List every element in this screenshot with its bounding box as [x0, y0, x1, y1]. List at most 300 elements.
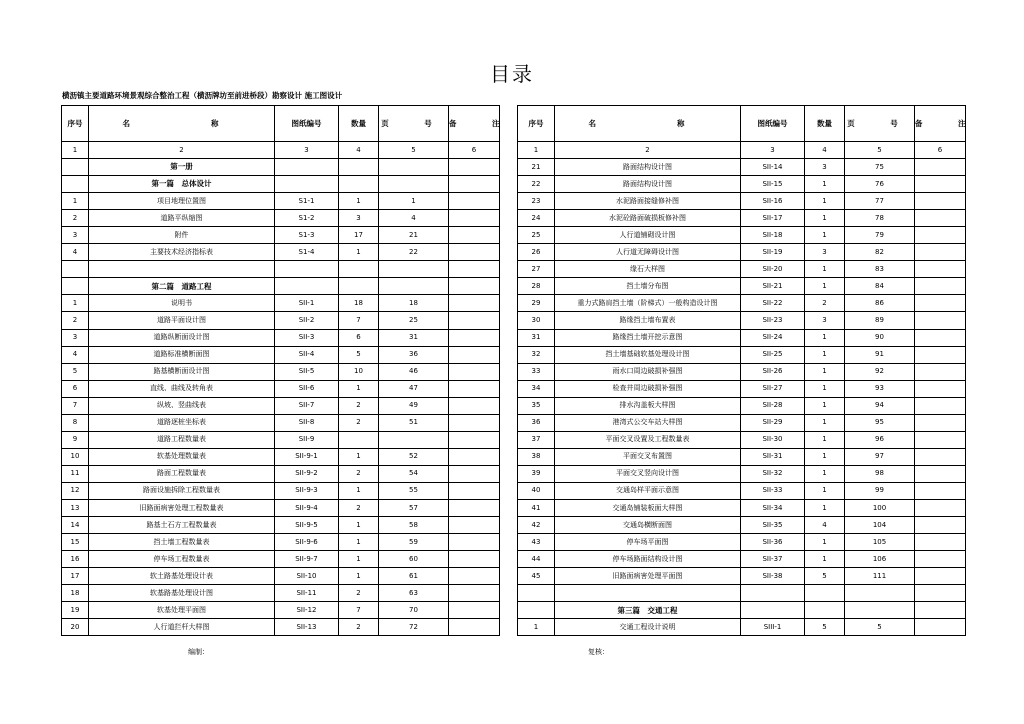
cell-code: SII-19 — [741, 244, 805, 261]
cell-code: SII-36 — [741, 534, 805, 551]
cell-code: SII-33 — [741, 482, 805, 499]
cell-page: 91 — [845, 346, 915, 363]
cell-page: 72 — [379, 619, 449, 636]
cell-page: 95 — [845, 414, 915, 431]
cell-qty: 1 — [805, 397, 845, 414]
table-row — [518, 448, 966, 465]
cell-page — [379, 159, 449, 176]
cell-qty — [339, 431, 379, 448]
cell-qty: 2 — [339, 465, 379, 482]
table-row — [518, 585, 966, 602]
cell-seq: 32 — [518, 346, 555, 363]
cell-code: SII-28 — [741, 397, 805, 414]
cell-page: 21 — [379, 227, 449, 244]
cell-code: SII-13 — [275, 619, 339, 636]
cell-note — [449, 193, 500, 210]
cell-seq: 22 — [518, 176, 555, 193]
cell-name: 2 — [555, 142, 741, 159]
cell-seq: 35 — [518, 397, 555, 414]
table-row — [62, 244, 500, 261]
cell-qty — [805, 602, 845, 619]
cell-qty: 1 — [805, 329, 845, 346]
cell-seq: 7 — [62, 397, 89, 414]
cell-note — [449, 397, 500, 414]
table-row — [62, 602, 500, 619]
header-qty: 数量 — [805, 106, 845, 142]
cell-seq: 37 — [518, 431, 555, 448]
cell-code: SII-20 — [741, 261, 805, 278]
cell-name: 人行道无障碍设计图 — [555, 244, 741, 261]
cell-name: 说明书 — [89, 295, 275, 312]
cell-page: 79 — [845, 227, 915, 244]
cell-qty: 3 — [339, 210, 379, 227]
header-page: 页 号 — [845, 106, 915, 142]
cell-qty: 1 — [339, 193, 379, 210]
cell-qty: 2 — [339, 414, 379, 431]
cell-seq: 36 — [518, 414, 555, 431]
table-row — [62, 210, 500, 227]
cell-page: 49 — [379, 397, 449, 414]
cell-page: 47 — [379, 380, 449, 397]
cell-seq: 34 — [518, 380, 555, 397]
cell-qty: 6 — [339, 329, 379, 346]
cell-code: SII-3 — [275, 329, 339, 346]
cell-page: 57 — [379, 499, 449, 516]
cell-qty: 7 — [339, 602, 379, 619]
cell-name: 路缘挡土墙开挖示意图 — [555, 329, 741, 346]
cell-name: 排水沟盖板大样图 — [555, 397, 741, 414]
cell-name: 人行道铺砌设计图 — [555, 227, 741, 244]
cell-note — [915, 312, 966, 329]
cell-qty: 1 — [805, 380, 845, 397]
cell-name: 路缘挡土墙布置表 — [555, 312, 741, 329]
cell-qty: 1 — [339, 448, 379, 465]
table-row — [62, 159, 500, 176]
cell-seq: 3 — [62, 329, 89, 346]
cell-code: S1-1 — [275, 193, 339, 210]
cell-name: 路基土石方工程数量表 — [89, 517, 275, 534]
cell-note — [449, 448, 500, 465]
cell-note — [449, 585, 500, 602]
cell-page: 75 — [845, 159, 915, 176]
cell-note — [449, 465, 500, 482]
cell-qty: 1 — [805, 193, 845, 210]
cell-note — [449, 210, 500, 227]
table-row — [62, 619, 500, 636]
header-note: 备 注 — [915, 106, 966, 142]
cell-note: 6 — [915, 142, 966, 159]
cell-seq: 30 — [518, 312, 555, 329]
cell-code: SII-9-2 — [275, 465, 339, 482]
cell-seq: 1 — [62, 193, 89, 210]
cell-code: SII-11 — [275, 585, 339, 602]
cell-name: 直线、曲线及转角表 — [89, 380, 275, 397]
cell-qty: 4 — [805, 142, 845, 159]
cell-page: 93 — [845, 380, 915, 397]
table-row — [62, 261, 500, 278]
cell-seq — [62, 159, 89, 176]
cell-name: 挡土墙基础软基处理设计图 — [555, 346, 741, 363]
table-row — [62, 414, 500, 431]
cell-seq: 5 — [62, 363, 89, 380]
cell-code — [275, 176, 339, 193]
cell-page — [379, 278, 449, 295]
cell-note — [915, 568, 966, 585]
cell-code: SII-18 — [741, 227, 805, 244]
header-note: 备 注 — [449, 106, 500, 142]
cell-name: 平面交叉设置及工程数量表 — [555, 431, 741, 448]
cell-qty: 2 — [339, 397, 379, 414]
cell-seq: 1 — [62, 142, 89, 159]
cell-note — [449, 414, 500, 431]
cell-page: 4 — [379, 210, 449, 227]
cell-page: 90 — [845, 329, 915, 346]
cell-code: SII-37 — [741, 551, 805, 568]
cell-name: 旧路面病害处理平面图 — [555, 568, 741, 585]
cell-note — [915, 551, 966, 568]
cell-name: 路基横断面设计图 — [89, 363, 275, 380]
cell-name: 道路标准横断面图 — [89, 346, 275, 363]
cell-name: 道路纵断面设计图 — [89, 329, 275, 346]
cell-code: SII-2 — [275, 312, 339, 329]
cell-code: SII-6 — [275, 380, 339, 397]
cell-note — [915, 448, 966, 465]
cell-seq: 1 — [518, 142, 555, 159]
cell-note — [915, 346, 966, 363]
cell-note — [449, 619, 500, 636]
cell-seq: 28 — [518, 278, 555, 295]
cell-code: 3 — [741, 142, 805, 159]
table-row — [518, 346, 966, 363]
cell-seq: 11 — [62, 465, 89, 482]
cell-name: 停车场路面结构设计图 — [555, 551, 741, 568]
cell-note — [449, 346, 500, 363]
cell-note — [449, 159, 500, 176]
cell-seq: 24 — [518, 210, 555, 227]
cell-page: 46 — [379, 363, 449, 380]
page-title: 目录 — [490, 62, 534, 86]
cell-name: 港湾式公交车站大样图 — [555, 414, 741, 431]
cell-qty: 1 — [805, 414, 845, 431]
cell-note — [915, 159, 966, 176]
cell-name: 检查井周边破损补强图 — [555, 380, 741, 397]
table-row — [518, 517, 966, 534]
project-subtitle: 横沥镇主要道路环境景观综合整治工程（横沥牌坊至前进桥段）勘察设计 施工图设计 — [62, 91, 343, 100]
cell-page: 104 — [845, 517, 915, 534]
cell-note — [449, 244, 500, 261]
cell-code: SII-5 — [275, 363, 339, 380]
cell-seq: 21 — [518, 159, 555, 176]
cell-code: SII-9-3 — [275, 482, 339, 499]
cell-seq: 33 — [518, 363, 555, 380]
cell-note — [915, 210, 966, 227]
cell-qty: 1 — [339, 482, 379, 499]
cell-qty: 18 — [339, 295, 379, 312]
cell-name: 停车场平面图 — [555, 534, 741, 551]
cell-name: 交通工程设计说明 — [555, 619, 741, 636]
table-row — [62, 431, 500, 448]
table-row — [62, 363, 500, 380]
cell-qty: 17 — [339, 227, 379, 244]
cell-code — [741, 585, 805, 602]
cell-name: 平面交叉布置图 — [555, 448, 741, 465]
cell-note — [915, 585, 966, 602]
cell-code: SII-4 — [275, 346, 339, 363]
cell-page: 105 — [845, 534, 915, 551]
table-row — [518, 193, 966, 210]
table-row — [62, 227, 500, 244]
cell-code: S1-2 — [275, 210, 339, 227]
table-row — [62, 346, 500, 363]
cell-page: 78 — [845, 210, 915, 227]
cell-page: 83 — [845, 261, 915, 278]
cell-note — [449, 517, 500, 534]
cell-name: 挡土墙工程数量表 — [89, 534, 275, 551]
table-row — [518, 176, 966, 193]
table-row — [518, 363, 966, 380]
cell-qty: 1 — [339, 551, 379, 568]
cell-code: S1-4 — [275, 244, 339, 261]
cell-qty: 3 — [805, 244, 845, 261]
cell-qty: 5 — [805, 619, 845, 636]
cell-qty — [339, 261, 379, 278]
cell-seq: 42 — [518, 517, 555, 534]
table-row — [62, 534, 500, 551]
header-page: 页 号 — [379, 106, 449, 142]
cell-code: SII-10 — [275, 568, 339, 585]
cell-name: 软基路基处理设计图 — [89, 585, 275, 602]
cell-code: SII-26 — [741, 363, 805, 380]
cell-code: SII-23 — [741, 312, 805, 329]
cell-seq: 44 — [518, 551, 555, 568]
cell-qty: 1 — [805, 499, 845, 516]
cell-qty: 5 — [339, 346, 379, 363]
cell-qty: 7 — [339, 312, 379, 329]
cell-seq: 19 — [62, 602, 89, 619]
cell-name: 人行道拦杆大样图 — [89, 619, 275, 636]
cell-page: 92 — [845, 363, 915, 380]
cell-code: SII-9 — [275, 431, 339, 448]
cell-code: SII-34 — [741, 499, 805, 516]
cell-code: SII-16 — [741, 193, 805, 210]
table-row — [518, 534, 966, 551]
cell-qty: 1 — [339, 244, 379, 261]
table-row — [62, 499, 500, 516]
cell-code — [275, 159, 339, 176]
cell-page: 59 — [379, 534, 449, 551]
cell-note — [449, 602, 500, 619]
cell-note — [915, 397, 966, 414]
cell-name: 停车场工程数量表 — [89, 551, 275, 568]
header-code: 图纸编号 — [275, 106, 339, 142]
cell-seq: 4 — [62, 244, 89, 261]
table-row — [62, 329, 500, 346]
cell-page: 58 — [379, 517, 449, 534]
cell-qty: 4 — [805, 517, 845, 534]
cell-page: 5 — [379, 142, 449, 159]
cell-code: SII-12 — [275, 602, 339, 619]
cell-name: 路面设施拆除工程数量表 — [89, 482, 275, 499]
cell-name: 第三篇 交通工程 — [555, 602, 741, 619]
cell-code: SII-38 — [741, 568, 805, 585]
header-name: 名 称 — [89, 106, 275, 142]
cell-page — [379, 261, 449, 278]
cell-note — [915, 499, 966, 516]
table-row — [62, 312, 500, 329]
table-row — [518, 142, 966, 159]
cell-code: SII-15 — [741, 176, 805, 193]
cell-page: 36 — [379, 346, 449, 363]
cell-code: SII-31 — [741, 448, 805, 465]
table-row — [518, 312, 966, 329]
cell-note — [915, 261, 966, 278]
cell-seq: 17 — [62, 568, 89, 585]
cell-note — [915, 244, 966, 261]
cell-qty: 1 — [339, 568, 379, 585]
cell-code: SII-9-4 — [275, 499, 339, 516]
cell-name: 2 — [89, 142, 275, 159]
header-seq: 序号 — [62, 106, 89, 142]
table-row — [62, 397, 500, 414]
cell-page: 5 — [845, 142, 915, 159]
table-row — [518, 261, 966, 278]
cell-page: 77 — [845, 193, 915, 210]
table-row — [518, 414, 966, 431]
cell-name: 主要技术经济指标表 — [89, 244, 275, 261]
cell-page: 61 — [379, 568, 449, 585]
cell-note — [915, 176, 966, 193]
cell-page: 86 — [845, 295, 915, 312]
cell-seq: 39 — [518, 465, 555, 482]
cell-name: 挡土墙分布图 — [555, 278, 741, 295]
cell-qty: 2 — [339, 585, 379, 602]
cell-seq: 15 — [62, 534, 89, 551]
cell-name — [89, 261, 275, 278]
cell-code: SII-8 — [275, 414, 339, 431]
cell-qty — [339, 278, 379, 295]
cell-note — [449, 295, 500, 312]
cell-note — [915, 227, 966, 244]
cell-name — [555, 585, 741, 602]
table-row — [62, 585, 500, 602]
cell-note — [915, 329, 966, 346]
table-header — [518, 106, 966, 142]
cell-seq: 3 — [62, 227, 89, 244]
cell-qty: 2 — [339, 499, 379, 516]
cell-note — [449, 499, 500, 516]
cell-name: 纵坡、竖曲线表 — [89, 397, 275, 414]
table-row — [518, 380, 966, 397]
cell-qty: 1 — [805, 482, 845, 499]
cell-name: 交通岛样平面示意图 — [555, 482, 741, 499]
cell-seq: 26 — [518, 244, 555, 261]
cell-note — [449, 431, 500, 448]
cell-name: 第一篇 总体设计 — [89, 176, 275, 193]
table-row — [518, 159, 966, 176]
table-row — [518, 329, 966, 346]
cell-note — [449, 312, 500, 329]
table-row — [518, 244, 966, 261]
table-row — [518, 431, 966, 448]
cell-seq: 1 — [518, 619, 555, 636]
table-row — [518, 499, 966, 516]
cell-page: 54 — [379, 465, 449, 482]
cell-seq: 16 — [62, 551, 89, 568]
cell-code: SII-25 — [741, 346, 805, 363]
cell-page: 31 — [379, 329, 449, 346]
cell-code: SII-17 — [741, 210, 805, 227]
cell-note — [449, 551, 500, 568]
cell-code: SII-30 — [741, 431, 805, 448]
cell-note: 6 — [449, 142, 500, 159]
table-row — [62, 465, 500, 482]
table-row — [62, 568, 500, 585]
cell-qty: 1 — [805, 261, 845, 278]
cell-note — [915, 482, 966, 499]
cell-page: 84 — [845, 278, 915, 295]
cell-name: 第一册 — [89, 159, 275, 176]
cell-code: SII-21 — [741, 278, 805, 295]
cell-seq: 27 — [518, 261, 555, 278]
cell-note — [915, 517, 966, 534]
cell-qty: 1 — [805, 448, 845, 465]
cell-code: SII-27 — [741, 380, 805, 397]
cell-qty: 1 — [805, 363, 845, 380]
cell-qty: 1 — [805, 278, 845, 295]
cell-page: 100 — [845, 499, 915, 516]
cell-note — [449, 363, 500, 380]
cell-seq: 23 — [518, 193, 555, 210]
cell-page — [845, 585, 915, 602]
reviewer-label: 复核： — [588, 648, 609, 656]
cell-seq: 18 — [62, 585, 89, 602]
cell-code — [275, 278, 339, 295]
cell-note — [449, 482, 500, 499]
table-row — [518, 602, 966, 619]
cell-seq: 14 — [62, 517, 89, 534]
table-row — [518, 568, 966, 585]
table-row — [62, 295, 500, 312]
cell-code: SII-9-6 — [275, 534, 339, 551]
cell-note — [449, 534, 500, 551]
cell-seq: 12 — [62, 482, 89, 499]
cell-qty — [339, 159, 379, 176]
header-name: 名 称 — [555, 106, 741, 142]
cell-name: 缘石大样图 — [555, 261, 741, 278]
cell-code: SII-32 — [741, 465, 805, 482]
cell-seq: 10 — [62, 448, 89, 465]
cell-name: 旧路面病害处理工程数量表 — [89, 499, 275, 516]
cell-qty: 10 — [339, 363, 379, 380]
cell-name: 道路平面设计图 — [89, 312, 275, 329]
cell-qty: 1 — [339, 517, 379, 534]
cell-page: 94 — [845, 397, 915, 414]
table-header — [62, 106, 500, 142]
cell-page: 97 — [845, 448, 915, 465]
cell-qty: 3 — [805, 312, 845, 329]
cell-note — [915, 295, 966, 312]
cell-qty: 4 — [339, 142, 379, 159]
cell-code: 3 — [275, 142, 339, 159]
cell-qty: 5 — [805, 568, 845, 585]
cell-note — [915, 465, 966, 482]
cell-page: 89 — [845, 312, 915, 329]
cell-page: 82 — [845, 244, 915, 261]
cell-page: 5 — [845, 619, 915, 636]
table-row — [518, 619, 966, 636]
cell-name: 道路逐桩坐标表 — [89, 414, 275, 431]
cell-code — [275, 261, 339, 278]
